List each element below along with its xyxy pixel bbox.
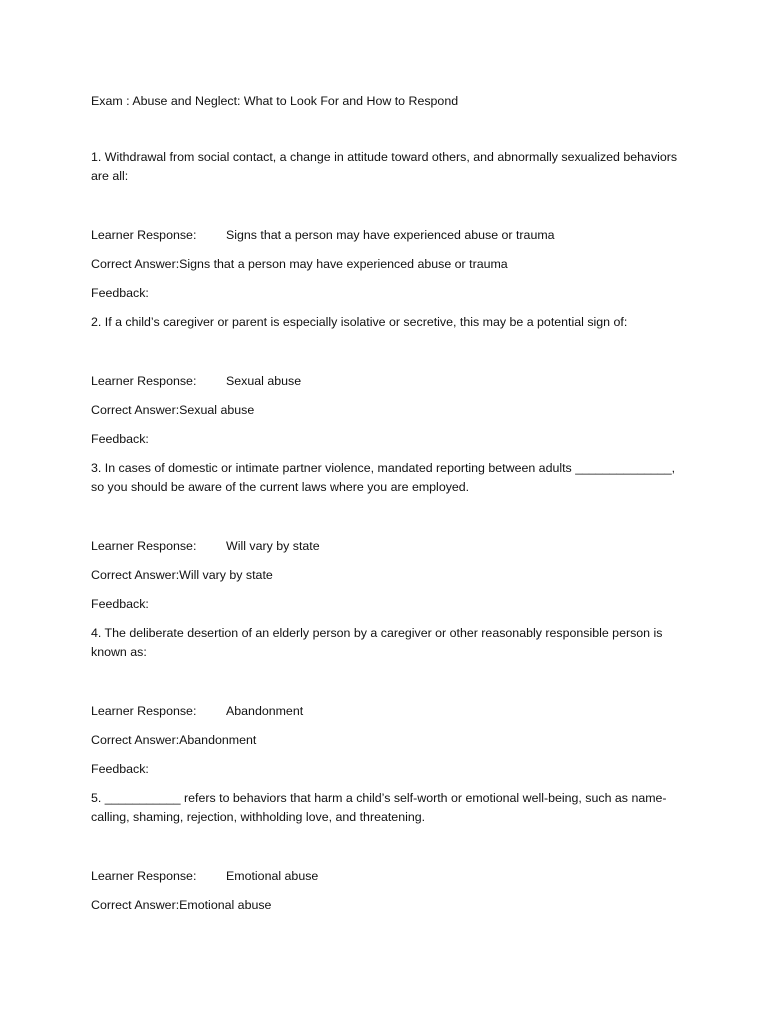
question-block-1 <box>91 148 691 313</box>
learner-response-row <box>91 372 691 391</box>
learner-response-value: Abandonment <box>226 704 304 718</box>
learner-response-value: Emotional abuse <box>226 869 319 883</box>
correct-answer-row <box>91 566 691 585</box>
learner-response-label: Learner Response: <box>91 539 197 553</box>
correct-answer-value: Will vary by state <box>179 568 273 582</box>
question-text: 4. The deliberate desertion of an elderly person by a caregiver or other reasonably responsible person is known as: <box>91 626 663 659</box>
feedback-label: Feedback: <box>91 432 149 446</box>
question-text: 5. ___________ refers to behaviors that harm a child’s self-worth or emotional well-being, such as name-calling, shaming, rejection, withholding love, and threatening. <box>91 791 667 824</box>
question-block-2 <box>91 313 691 459</box>
learner-response-row <box>91 702 691 721</box>
learner-response-label: Learner Response: <box>91 228 197 242</box>
correct-answer-label: Correct Answer: <box>91 403 180 417</box>
learner-response-row <box>91 867 691 886</box>
correct-answer-label: Correct Answer: <box>91 257 180 271</box>
learner-response-value: Sexual abuse <box>226 374 302 388</box>
feedback-row <box>91 430 691 449</box>
learner-response-value: Signs that a person may have experienced abuse or trauma <box>226 228 555 242</box>
learner-response-label: Learner Response: <box>91 374 197 388</box>
question-block-3 <box>91 459 691 624</box>
question-block-4 <box>91 624 691 789</box>
feedback-label: Feedback: <box>91 762 149 776</box>
feedback-row <box>91 760 691 779</box>
exam-document <box>91 92 691 915</box>
learner-response-label: Learner Response: <box>91 869 197 883</box>
exam-title: Exam : Abuse and Neglect: What to Look For and How to Respond <box>91 94 459 108</box>
question-text: 1. Withdrawal from social contact, a change in attitude toward others, and abnormally sexualized behaviors are all: <box>91 150 678 183</box>
question-text: 3. In cases of domestic or intimate partner violence, mandated reporting between adults ______________, so you should be aware of the current laws where you are employed. <box>91 461 676 494</box>
correct-answer-label: Correct Answer: <box>91 568 180 582</box>
correct-answer-row <box>91 731 691 750</box>
correct-answer-label: Correct Answer: <box>91 733 180 747</box>
correct-answer-value: Emotional abuse <box>179 898 272 912</box>
correct-answer-row <box>91 896 691 915</box>
correct-answer-row <box>91 255 691 274</box>
correct-answer-row <box>91 401 691 420</box>
correct-answer-value: Abandonment <box>179 733 257 747</box>
learner-response-value: Will vary by state <box>226 539 320 553</box>
learner-response-row <box>91 537 691 556</box>
correct-answer-value: Signs that a person may have experienced abuse or trauma <box>179 257 508 271</box>
learner-response-label: Learner Response: <box>91 704 197 718</box>
question-block-5 <box>91 789 691 915</box>
correct-answer-label: Correct Answer: <box>91 898 180 912</box>
question-text: 2. If a child’s caregiver or parent is especially isolative or secretive, this may be a potential sign of: <box>91 315 628 329</box>
feedback-label: Feedback: <box>91 286 149 300</box>
feedback-label: Feedback: <box>91 597 149 611</box>
feedback-row <box>91 595 691 614</box>
learner-response-row <box>91 226 691 245</box>
correct-answer-value: Sexual abuse <box>179 403 255 417</box>
feedback-row <box>91 284 691 303</box>
